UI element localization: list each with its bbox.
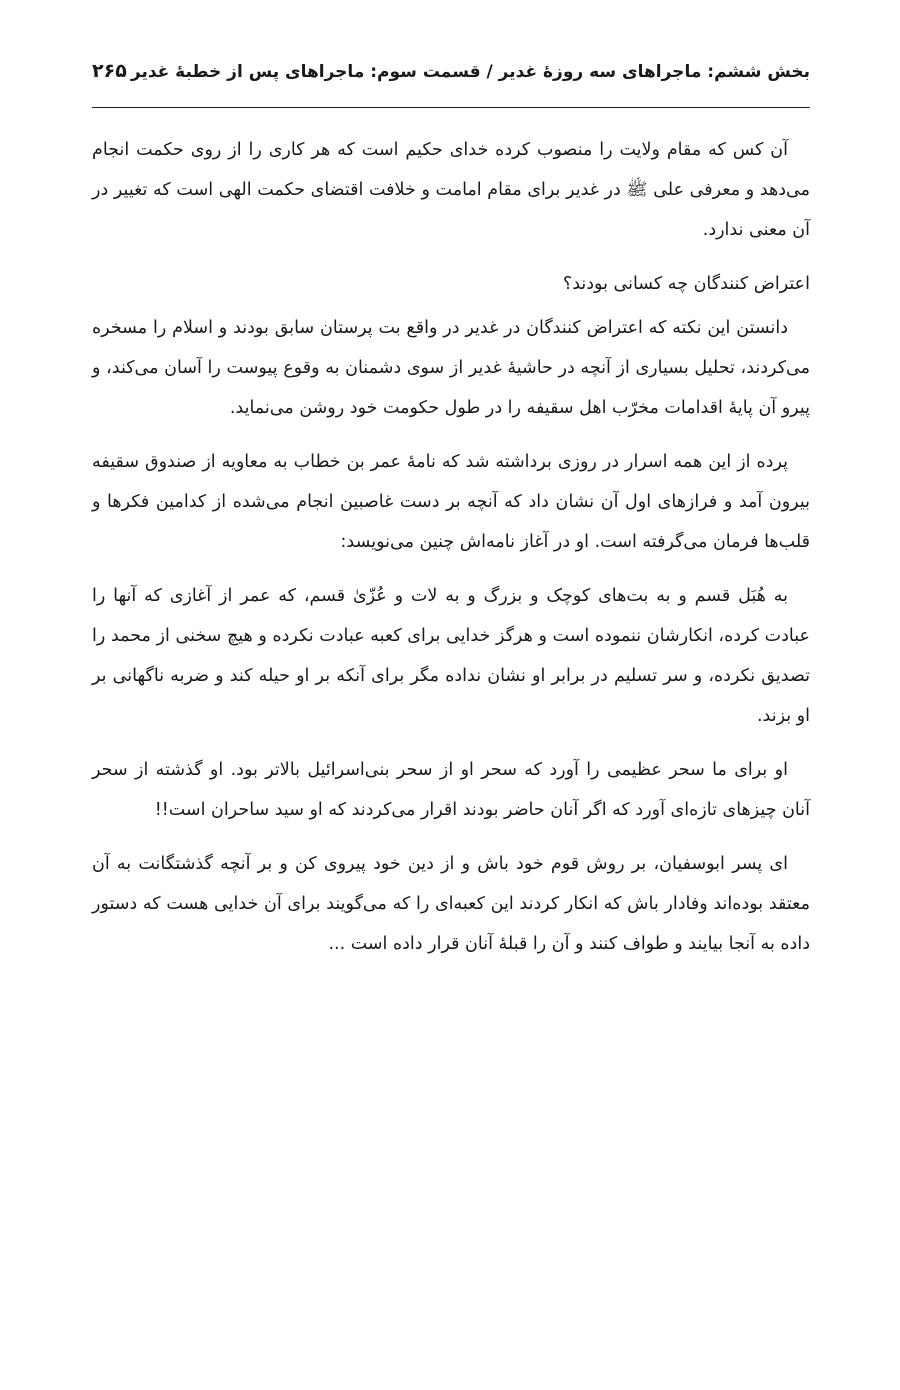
paragraph: آن کس که مقام ولایت را منصوب کرده خدای حکیم است که هر کاری را از روی حکمت انجام می‌دهد و معرفی علی ﷺ در غدیر برای مقام امامت و خلافت اقتضای حکمت الهی است که تغییر در آن معنی ندارد. bbox=[92, 140, 810, 240]
paragraph: دانستن این نکته که اعتراض کنندگان در غدیر در واقع بت پرستان سابق بودند و اسلام را مسخره می‌کردند، تحلیل بسیاری از آنچه در حاشیهٔ غدیر از سوی دشمنان به وقوع پیوست را آسان می‌کند، و پیرو آن پایهٔ اقدامات مخرّب اهل سقیفه را در طول حکومت خود روشن می‌نماید. bbox=[92, 318, 810, 418]
quote-paragraph: او برای ما سحر عظیمی را آورد که سحر او از سحر بنی‌اسرائیل بالاتر بود. او گذشته از سحر آنان چیزهای تازه‌ای آورد که اگر آنان حاضر بودند اقرار می‌کردند که او سید ساحران است!! bbox=[92, 760, 810, 820]
section-heading: اعتراض کنندگان چه کسانی بودند؟ bbox=[562, 274, 810, 294]
body-text bbox=[92, 130, 810, 964]
running-header bbox=[92, 60, 810, 108]
chapter-header-title: بخش ششم: ماجراهای سه روزهٔ غدیر / قسمت سوم: ماجراهای پس از خطبهٔ غدیر bbox=[130, 62, 810, 82]
paragraph: پرده از این همه اسرار در روزی برداشته شد که نامهٔ عمر بن خطاب به معاویه از صندوق سقیفه بیرون آمد و فرازهای اول آن نشان داد که آنچه بر دست غاصبین انجام می‌شده از کدامین فکرها و قلب‌ها فرمان می‌گرفته است. او در آغاز نامه‌اش چنین می‌نویسد: bbox=[92, 452, 810, 552]
quote-paragraph: ای پسر ابوسفیان، بر روش قوم خود باش و از دین خود پیروی کن و بر آنچه گذشتگانت به آن معتقد بوده‌اند وفادار باش که انکار کردند این کعبه‌ای را که می‌گویند برای آن خدایی هست که دستور داده به آنجا بیایند و طواف کنند و آن را قبلهٔ آنان قرار داده است ... bbox=[92, 854, 810, 954]
page-number: ۲۶۵ bbox=[92, 60, 127, 82]
book-page bbox=[92, 60, 810, 964]
quote-paragraph: به هُبَل قسم و به بت‌های کوچک و بزرگ و به لات و عُزّیٰ قسم، که عمر از آغازی که آنها را عبادت کرده، انکارشان ننموده است و هرگز خدایی برای کعبه عبادت نکرده و هیچ سخنی از محمد را تصدیق نکرده، و سر تسلیم در برابر او نشان نداده مگر برای آنکه بر او حیله کند و ضربه ناگهانی بر او بزند. bbox=[92, 586, 810, 726]
